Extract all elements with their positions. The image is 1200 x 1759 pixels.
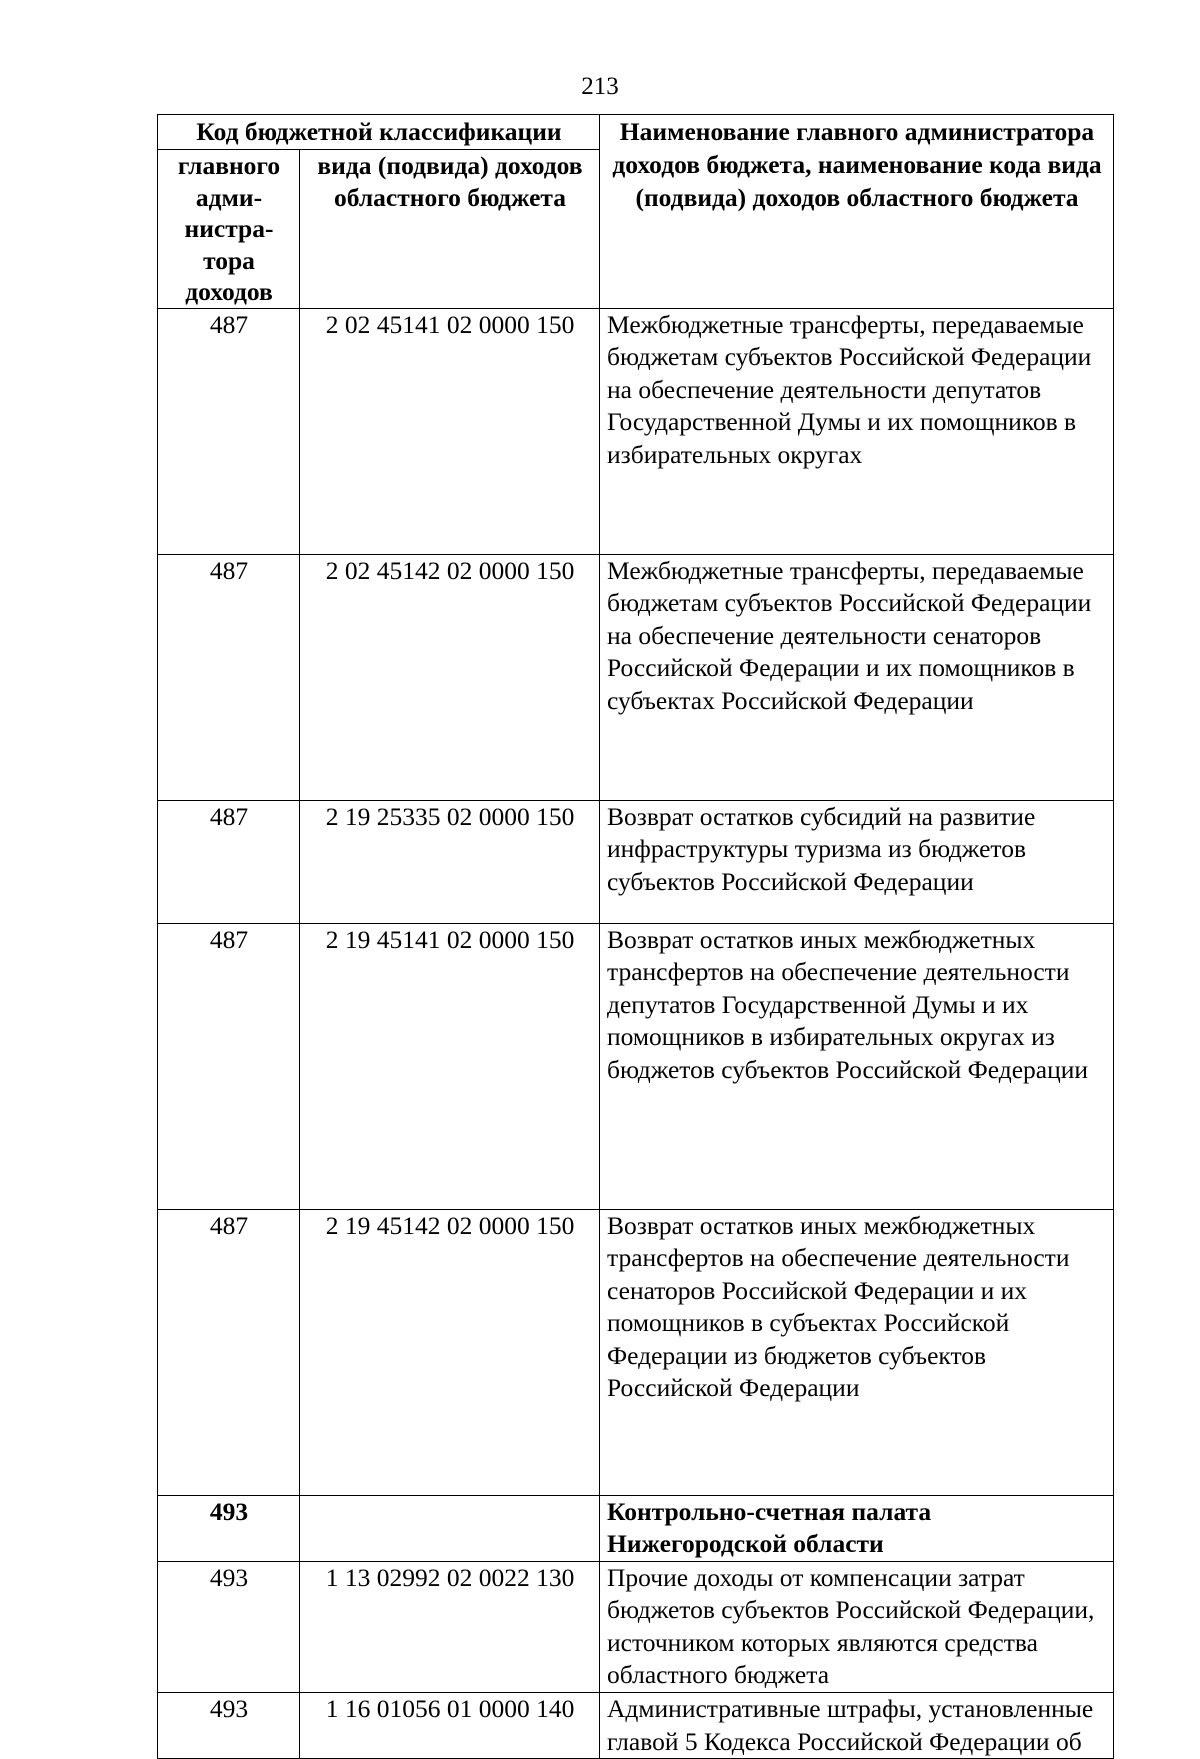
header-name-column: Наименование главного администратора доходов бюджета, наименование кода вида (подвида) доходов областного бюджета <box>600 115 1114 309</box>
table-row <box>158 800 1114 923</box>
header-budget-code-group: Код бюджетной классификации <box>158 115 600 150</box>
income-name-cell: Межбюджетные трансферты, передаваемые бюджетам субъектов Российской Федерации на обеспечение деятельности сенаторов Российской Федерации и их помощников в субъектах Российской Федерации <box>600 554 1114 800</box>
income-code-cell: 2 19 25335 02 0000 150 <box>300 800 600 923</box>
income-code-cell: 1 16 01056 01 0000 140 <box>300 1693 600 1759</box>
income-name-cell: Межбюджетные трансферты, передаваемые бюджетам субъектов Российской Федерации на обеспечение деятельности депутатов Государственной Думы и их помощников в избирательных округах <box>600 308 1114 554</box>
table-row <box>158 554 1114 800</box>
page-number: 213 <box>581 73 619 100</box>
income-code-cell <box>300 1495 600 1561</box>
header-kind-column: вида (подвида) доходов областного бюджета <box>300 150 600 309</box>
budget-classification-table <box>157 114 1114 1759</box>
admin-code-cell: 493 <box>158 1495 300 1561</box>
table-body <box>158 308 1114 1759</box>
income-name-cell: Контрольно-счетная палата Нижегородской области <box>600 1495 1114 1561</box>
income-name-cell: Возврат остатков субсидий на развитие инфраструктуры туризма из бюджетов субъектов Российской Федерации <box>600 800 1114 923</box>
admin-code-cell: 487 <box>158 1209 300 1495</box>
admin-code-cell: 487 <box>158 923 300 1209</box>
income-code-cell: 2 19 45142 02 0000 150 <box>300 1209 600 1495</box>
table-header-row <box>158 115 1114 150</box>
income-name-cell: Возврат остатков иных межбюджетных трансфертов на обеспечение деятельности депутатов Государственной Думы и их помощников в избирательных округах из бюджетов субъектов Российской Федерации <box>600 923 1114 1209</box>
table-row <box>158 1209 1114 1495</box>
table-row <box>158 1693 1114 1759</box>
income-code-cell: 1 13 02992 02 0022 130 <box>300 1561 600 1692</box>
admin-code-cell: 487 <box>158 554 300 800</box>
income-name-cell: Прочие доходы от компенсации затрат бюджетов субъектов Российской Федерации, источником которых являются средства областного бюджета <box>600 1561 1114 1692</box>
admin-code-cell: 493 <box>158 1693 300 1759</box>
income-code-cell: 2 19 45141 02 0000 150 <box>300 923 600 1209</box>
admin-code-cell: 487 <box>158 308 300 554</box>
income-name-cell: Возврат остатков иных межбюджетных трансфертов на обеспечение деятельности сенаторов Российской Федерации и их помощников в субъектах Российской Федерации из бюджетов субъектов Российской Федерации <box>600 1209 1114 1495</box>
income-name-cell: Административные штрафы, установленные главой 5 Кодекса Российской Федерации об <box>600 1693 1114 1759</box>
income-code-cell: 2 02 45142 02 0000 150 <box>300 554 600 800</box>
admin-code-cell: 493 <box>158 1561 300 1692</box>
table-row <box>158 1495 1114 1561</box>
table-row <box>158 308 1114 554</box>
table-row <box>158 1561 1114 1692</box>
table-row <box>158 923 1114 1209</box>
admin-code-cell: 487 <box>158 800 300 923</box>
income-code-cell: 2 02 45141 02 0000 150 <box>300 308 600 554</box>
header-admin-column: главного адми-нистра-тора доходов <box>158 150 300 309</box>
